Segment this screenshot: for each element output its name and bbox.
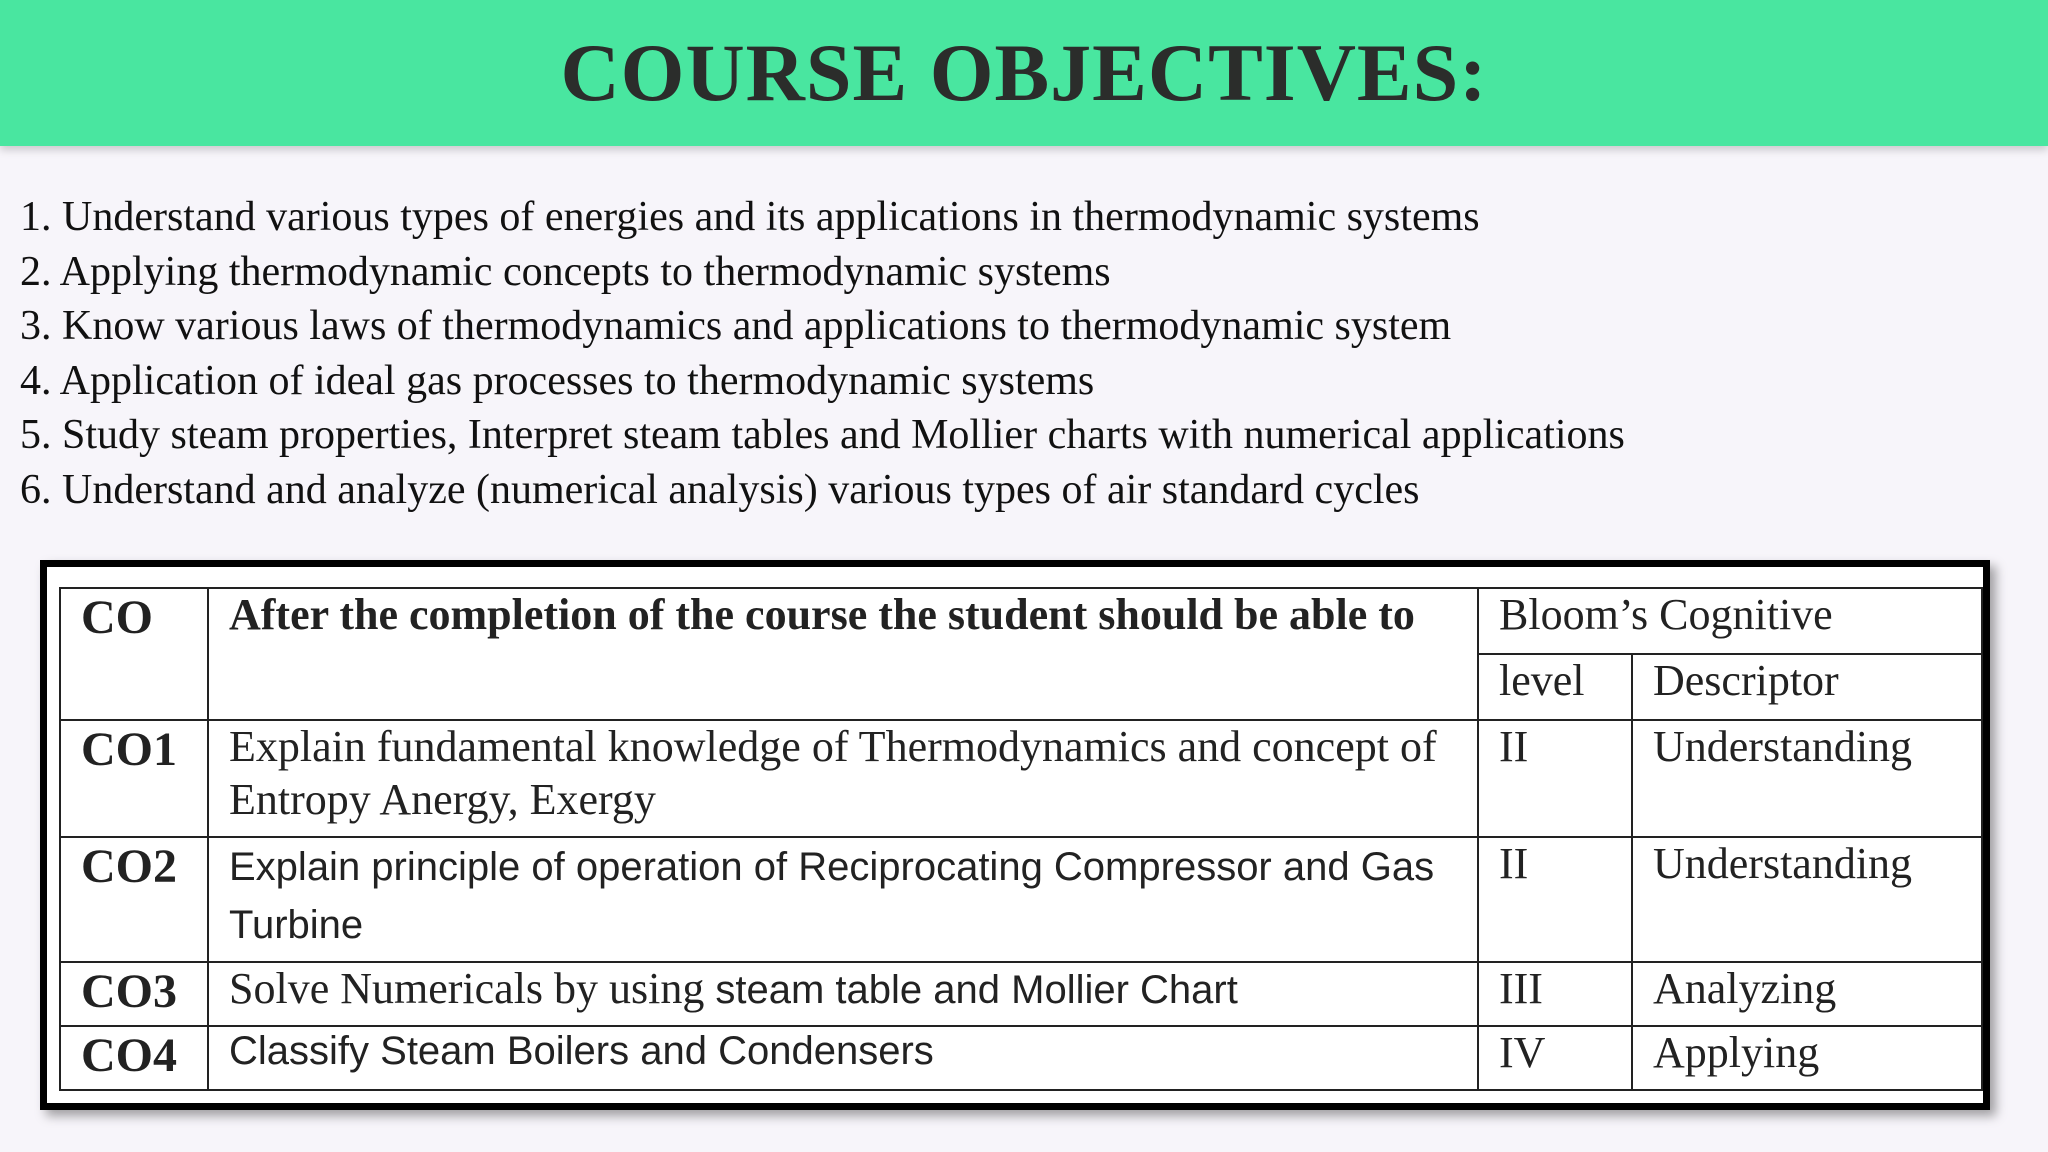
co-statement: Explain fundamental knowledge of Thermodynamics and concept of Entropy Anergy, Exergy (208, 720, 1478, 837)
course-outcomes-table (59, 587, 1983, 1091)
co-code: CO1 (60, 720, 208, 837)
co-statement-part: Solve Numericals by using (229, 964, 716, 1014)
co-level: III (1478, 962, 1632, 1026)
co-descriptor: Understanding (1632, 720, 1982, 837)
co-level: IV (1478, 1026, 1632, 1090)
co-statement (208, 962, 1478, 1026)
co-statement: Classify Steam Boilers and Condensers (208, 1026, 1478, 1090)
header-level: level (1478, 654, 1632, 720)
objective-item: 4. Application of ideal gas processes to thermodynamic systems (20, 357, 1095, 404)
co-level: II (1478, 837, 1632, 963)
table-row (60, 837, 1982, 963)
co-descriptor: Applying (1632, 1026, 1982, 1090)
table-header-row (60, 588, 1982, 654)
page-title: COURSE OBJECTIVES: (560, 27, 1488, 118)
objectives-list (20, 190, 2020, 517)
co-statement-part: steam table and Mollier Chart (715, 968, 1238, 1013)
table-row (60, 962, 1982, 1026)
course-outcomes-table-frame (40, 560, 1990, 1110)
objective-item: 1. Understand various types of energies and its applications in thermodynamic systems (20, 194, 1480, 240)
co-code: CO2 (60, 837, 208, 963)
co-statement: Explain principle of operation of Reciprocating Compressor and Gas Turbine (208, 837, 1478, 963)
co-descriptor: Understanding (1632, 837, 1982, 963)
objective-item: 6. Understand and analyze (numerical analysis) various types of air standard cycles (20, 466, 1420, 513)
objective-item: 5. Study steam properties, Interpret steam tables and Mollier charts with numerical applications (20, 412, 1625, 458)
header-statement: After the completion of the course the student should be able to (208, 588, 1478, 720)
co-descriptor: Analyzing (1632, 962, 1982, 1026)
header-blooms: Bloom’s Cognitive (1478, 588, 1982, 654)
co-level: II (1478, 720, 1632, 837)
objective-item: 2. Applying thermodynamic concepts to thermodynamic systems (20, 248, 1111, 295)
table-row (60, 1026, 1982, 1090)
title-banner (0, 0, 2048, 146)
co-code: CO4 (60, 1026, 208, 1090)
header-co: CO (60, 588, 208, 720)
co-code: CO3 (60, 962, 208, 1026)
header-descriptor: Descriptor (1632, 654, 1982, 720)
objective-item: 3. Know various laws of thermodynamics and applications to thermodynamic system (20, 303, 1452, 349)
table-row (60, 720, 1982, 837)
